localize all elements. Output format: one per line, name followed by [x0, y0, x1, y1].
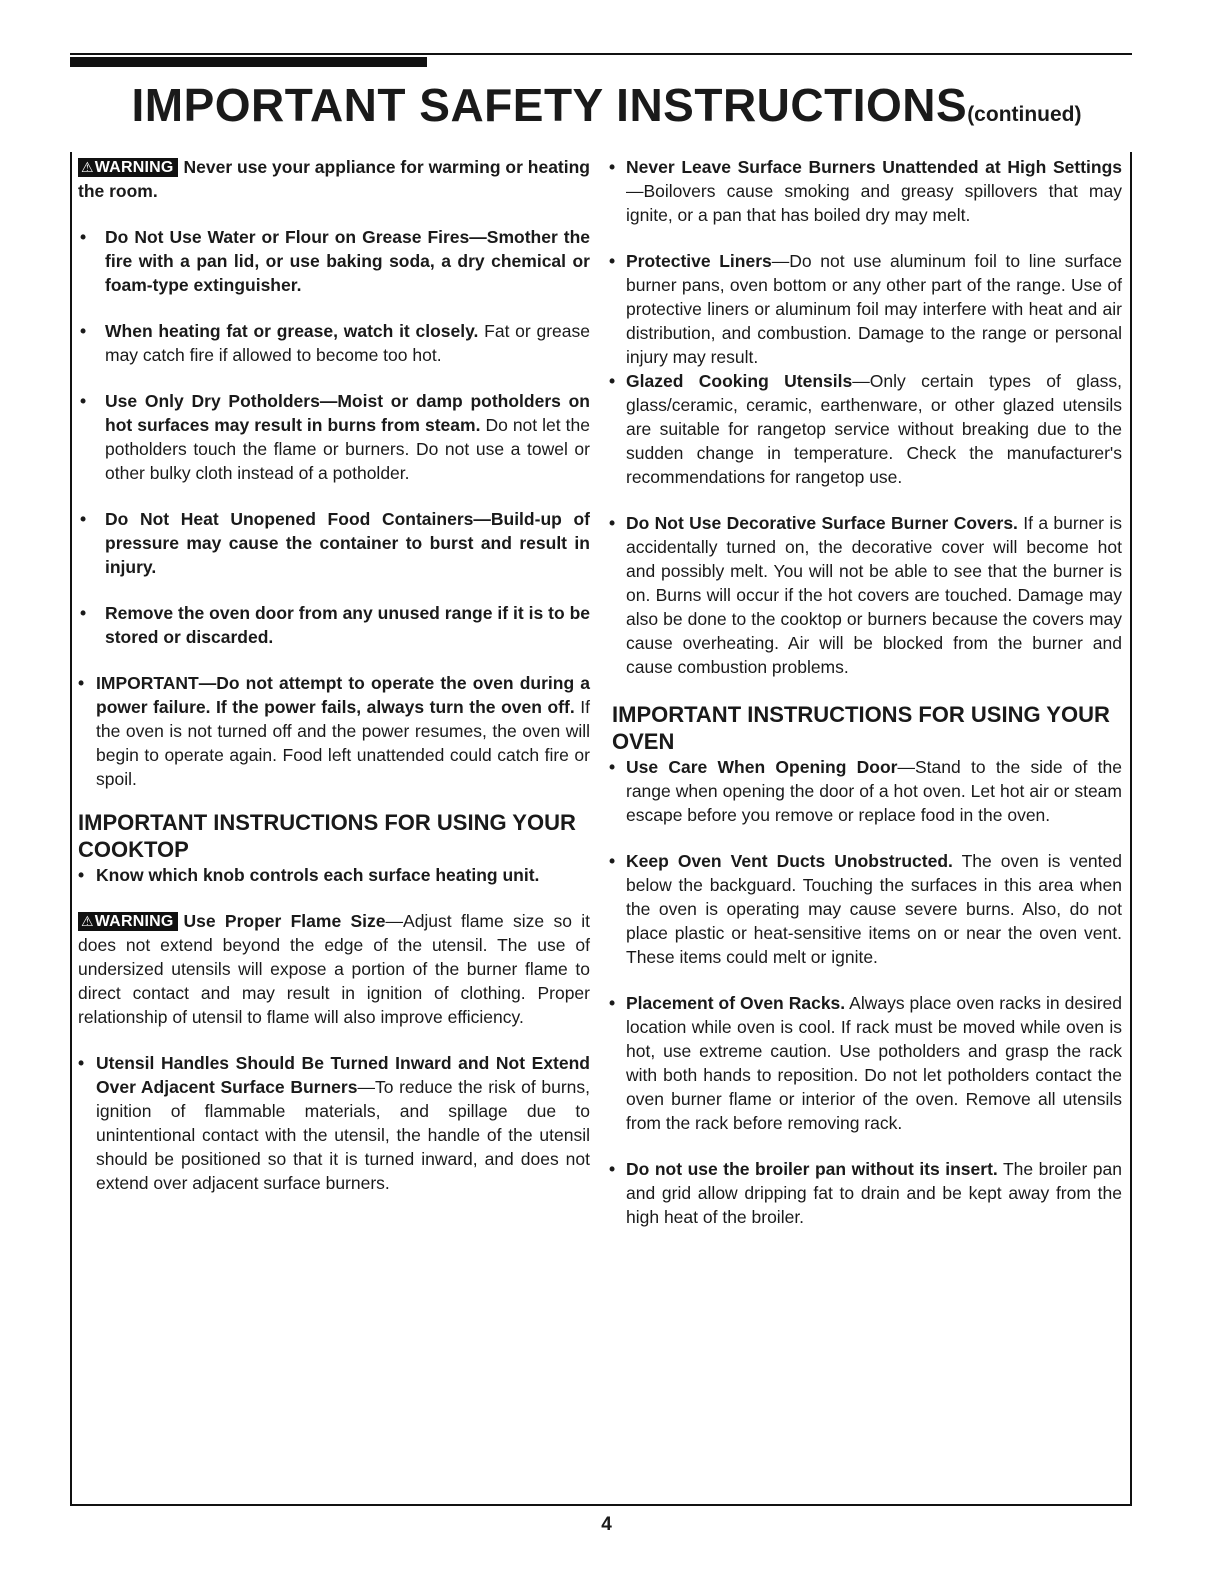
list-item: • Never Leave Surface Burners Unattended at High Settings—Boilovers cause smoking and greasy spillovers that may ignite, or a pan that has boiled dry may melt. [609, 157, 1122, 225]
title-text: IMPORTANT SAFETY INSTRUCTIONS [131, 79, 968, 131]
list-item: • Placement of Oven Racks. Always place oven racks in desired location while oven is cool. If rack must be moved while oven is hot, use extreme caution. Use potholders and grasp the rack with both hands to reposition. Do not let potholders contact the oven burner flame or interior of the oven. Remove all utensils from the rack before removing rack. [609, 993, 1122, 1133]
list-item: • Utensil Handles Should Be Turned Inward and Not Extend Over Adjacent Surface Burners—To reduce the risk of burns, ignition of flammable materials, and spillage due to unintentional contact with the utensil, the handle of the utensil should be positioned so that it is turned inward, and does not extend over adjacent surface burners. [78, 1053, 591, 1193]
list-item: • IMPORTANT—Do not attempt to operate the oven during a power failure. If the power fails, always turn the oven off. If the oven is not turned off and the power resumes, the oven will begin to operate again. Food left unattended could catch fire or spoil. [78, 673, 590, 789]
bullet-icon: • [609, 513, 616, 533]
top-rule-accent [70, 57, 427, 67]
bullet-icon: • [609, 157, 616, 177]
bullet-icon: • [78, 865, 85, 885]
bullet-icon: • [609, 371, 616, 391]
bullet-icon: • [78, 673, 85, 693]
list-item: • Keep Oven Vent Ducts Unobstructed. The oven is vented below the backguard. Touching the surfaces in this area when the oven is operating may cause severe burns. Also, do not place plastic or heat-sensitive items on or near the oven vent. These items could melt or ignite. [609, 851, 1122, 967]
list-item: • Do Not Use Water or Flour on Grease Fires—Smother the fire with a pan lid, or use baking soda, a dry chemical or foam-type extinguisher. [80, 227, 590, 295]
bullet-icon: • [609, 993, 616, 1013]
bullet-icon: • [80, 227, 87, 247]
bullet-icon: • [80, 391, 87, 411]
list-item: • Do not use the broiler pan without its insert. The broiler pan and grid allow dripping fat to drain and be kept away from the high heat of the broiler. [609, 1159, 1122, 1227]
page-title [0, 78, 1213, 132]
warning-triangle-icon: ⚠ [81, 159, 94, 175]
warning-flame-size: ⚠WARNING Use Proper Flame Size—Adjust flame size so it does not extend beyond the edge of the utensil. The use of undersized utensils will expose a portion of the burner flame to direct contact and may result in ignition of clothing. Proper relationship of utensil to flame will also improve efficiency. [78, 911, 590, 1027]
bullet-icon: • [609, 757, 616, 777]
warning-triangle-icon: ⚠ [81, 913, 94, 929]
warning-intro: ⚠WARNING Never use your appliance for warming or heating the room. [78, 157, 590, 201]
list-item: • Glazed Cooking Utensils—Only certain types of glass, glass/ceramic, ceramic, earthenware, or other glazed utensils are suitable for rangetop service without breaking due to the sudden change in temperature. Check the manufacturer's recommendations for rangetop use. [609, 371, 1122, 487]
title-suffix: (continued) [967, 103, 1082, 126]
list-item: • Protective Liners—Do not use aluminum foil to line surface burner pans, oven bottom or any other part of the range. Use of protective liners or aluminum foil may interfere with heat and air distribution, and combustion. Damage to the range or personal injury may result. [609, 251, 1123, 367]
list-item: • When heating fat or grease, watch it closely. Fat or grease may catch fire if allowed to become too hot. [80, 321, 590, 365]
list-item: • Use Care When Opening Door—Stand to the side of the range when opening the door of a hot oven. Let hot air or steam escape before you remove or replace food in the oven. [609, 757, 1122, 825]
bullet-icon: • [78, 1053, 85, 1073]
page-number: 4 [601, 1514, 612, 1535]
bullet-icon: • [80, 603, 87, 623]
left-column [78, 155, 590, 1195]
oven-heading: IMPORTANT INSTRUCTIONS FOR USING YOUR OVEN [612, 702, 1110, 754]
list-item: • Do Not Heat Unopened Food Containers—Build-up of pressure may cause the container to burst and result in injury. [80, 509, 590, 577]
bullet-icon: • [80, 509, 87, 529]
list-item: • Know which knob controls each surface heating unit. [78, 865, 540, 885]
warning-badge: ⚠WARNING [78, 158, 178, 177]
right-column [609, 155, 1123, 1229]
top-rule [70, 53, 1132, 55]
bullet-icon: • [80, 321, 87, 341]
list-item: • Remove the oven door from any unused range if it is to be stored or discarded. [80, 603, 590, 647]
bullet-icon: • [609, 251, 616, 271]
bullet-icon: • [609, 851, 616, 871]
warning-badge: ⚠WARNING [78, 912, 178, 931]
list-item: • Use Only Dry Potholders—Moist or damp potholders on hot surfaces may result in burns from steam. Do not let the potholders touch the flame or burners. Do not use a towel or other bulky cloth instead of a potholder. [80, 391, 590, 483]
bullet-icon: • [609, 1159, 616, 1179]
cooktop-heading: IMPORTANT INSTRUCTIONS FOR USING YOUR COOKTOP [78, 810, 576, 862]
list-item: • Do Not Use Decorative Surface Burner Covers. If a burner is accidentally turned on, the decorative cover will become hot and possibly melt. You will not be able to see that the burner is on. Burns will occur if the hot covers are touched. Damage may also be done to the cooktop or burners because the covers may cause overheating. Air will be blocked from the burner and cause combustion problems. [609, 513, 1122, 677]
